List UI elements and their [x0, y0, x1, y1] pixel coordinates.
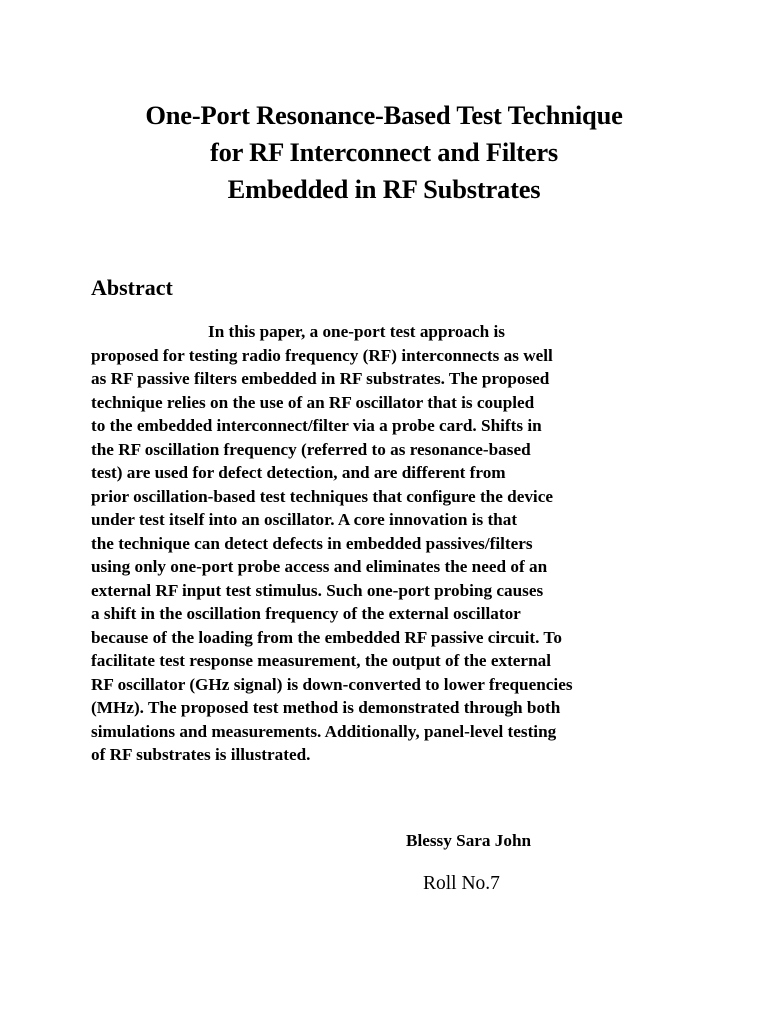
abstract-line: external RF input test stimulus. Such one-port probing causes: [91, 580, 544, 600]
abstract-line: In this paper, a one-port test approach is: [208, 322, 505, 341]
title-line: for RF Interconnect and Filters: [209, 137, 559, 167]
abstract-line: because of the loading from the embedded RF passive circuit. To: [91, 627, 562, 647]
title-line: One-Port Resonance-Based Test Technique: [145, 100, 623, 130]
abstract-body: [91, 320, 691, 767]
abstract-line: RF oscillator (GHz signal) is down-converted to lower frequencies: [91, 674, 573, 694]
abstract-line: under test itself into an oscillator. A core innovation is that: [91, 510, 518, 529]
title-line: Embedded in RF Substrates: [227, 174, 541, 204]
abstract-line: (MHz). The proposed test method is demonstrated through both: [91, 698, 561, 717]
abstract-line: using only one-port probe access and eliminates the need of an: [91, 557, 548, 576]
abstract-line: to the embedded interconnect/filter via a probe card. Shifts in: [91, 416, 542, 435]
abstract-line: test) are used for defect detection, and are different from: [91, 463, 506, 482]
abstract-line: facilitate test response measurement, the output of the external: [91, 651, 551, 670]
author-name: Blessy Sara John: [406, 831, 532, 850]
abstract-line: a shift in the oscillation frequency of the external oscillator: [91, 604, 521, 623]
abstract-line: the technique can detect defects in embedded passives/filters: [91, 533, 533, 553]
abstract-line: proposed for testing radio frequency (RF) interconnects as well: [91, 345, 553, 365]
abstract-line: prior oscillation-based test techniques that configure the device: [91, 486, 553, 506]
author-roll-number: Roll No.7: [423, 873, 500, 894]
abstract-line: as RF passive filters embedded in RF substrates. The proposed: [91, 369, 550, 388]
abstract-line: technique relies on the use of an RF oscillator that is coupled: [91, 392, 535, 412]
paper-title: [0, 97, 768, 208]
abstract-line: the RF oscillation frequency (referred to as resonance-based: [91, 439, 531, 459]
abstract-line: simulations and measurements. Additionally, panel-level testing: [91, 721, 557, 741]
abstract-heading: Abstract: [91, 275, 173, 300]
abstract-line: of RF substrates is illustrated.: [91, 745, 311, 764]
